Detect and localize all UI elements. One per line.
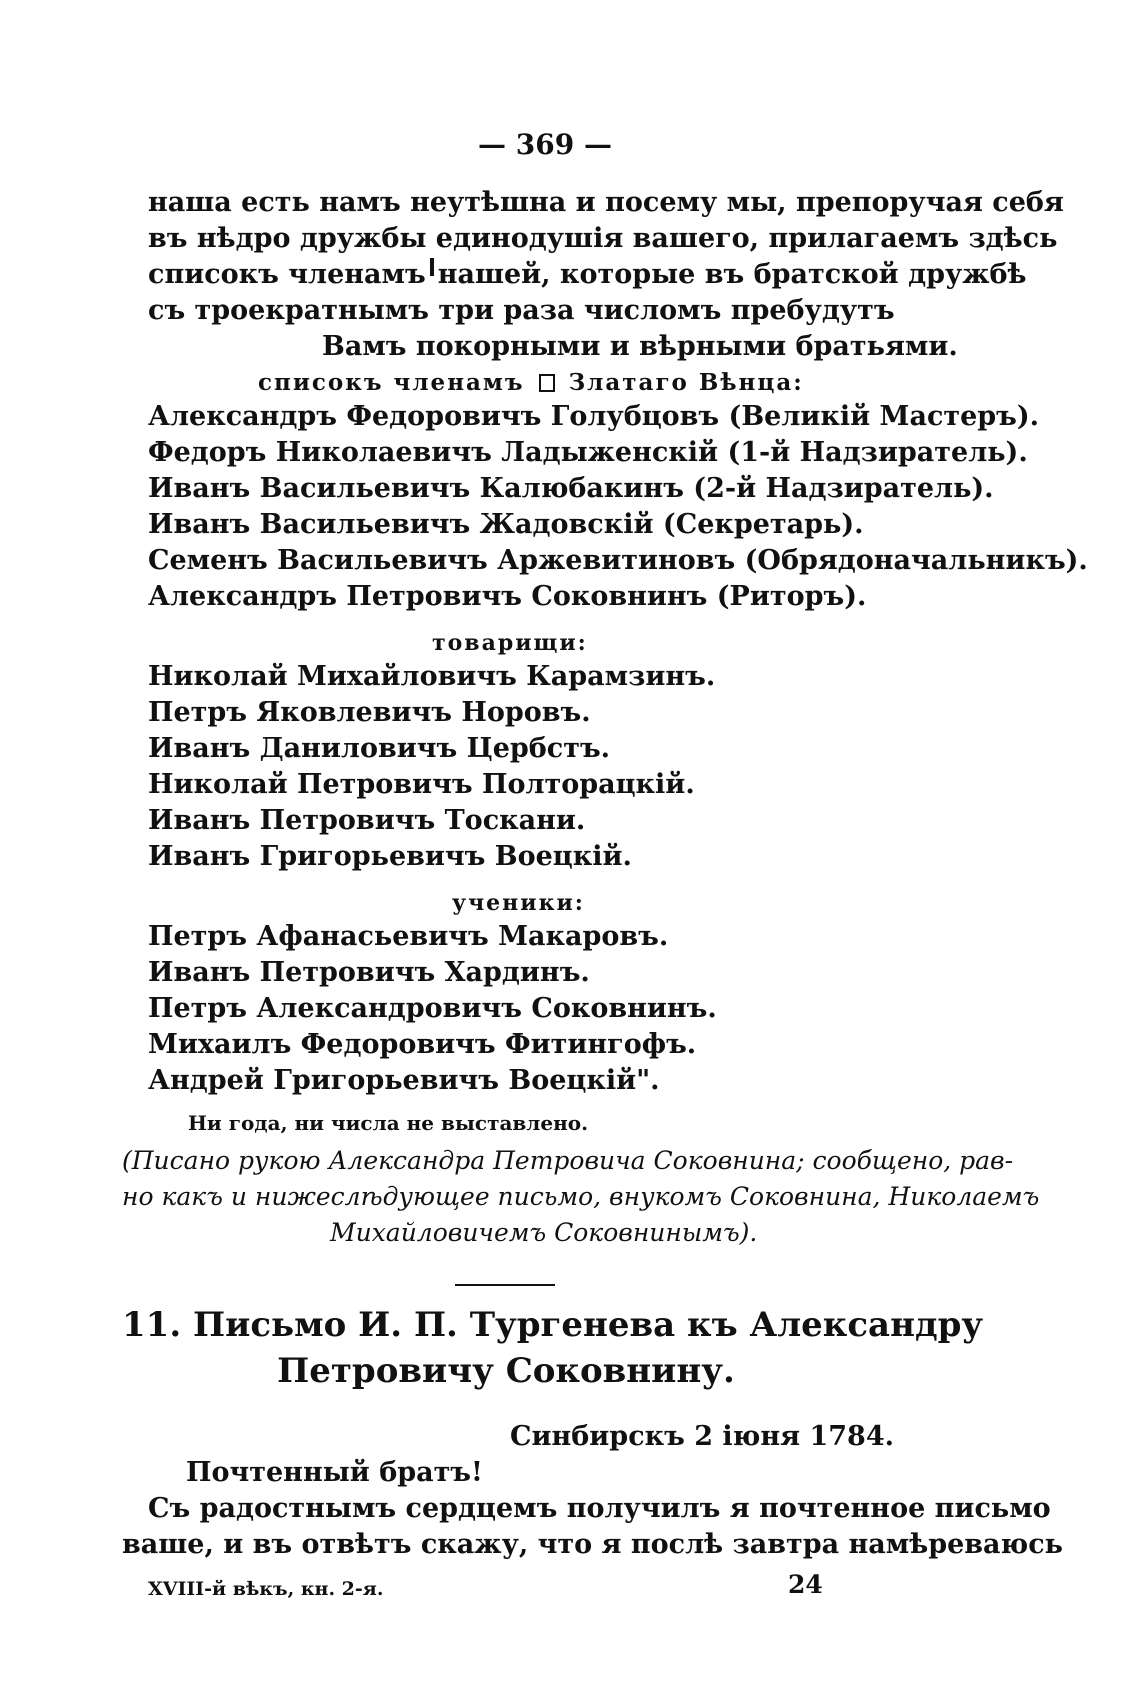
list-header-end: Златаго Вѣнца:	[568, 369, 804, 396]
student-entry: Петръ Александровичъ Соковнинъ.	[148, 993, 717, 1024]
section-title: 11. Письмо И. П. Тургенева къ Александру	[122, 1305, 984, 1345]
lodge-symbol-icon	[430, 258, 434, 276]
source-note-line: Михайловичемъ Соковнинымъ).	[330, 1218, 758, 1247]
letter-line-2: въ нѣдро дружбы единодушія вашего, прилагаемъ здѣсь	[148, 223, 1058, 254]
students-header: ученики:	[452, 890, 585, 916]
source-note-line: но какъ и нижеслѣдующее письмо, внукомъ Соковнина, Николаемъ	[122, 1182, 1040, 1211]
footer-signature: XVIII-й вѣкъ, кн. 2-я.	[148, 1578, 384, 1600]
officer-entry: Иванъ Васильевичъ Жадовскій (Секретарь).	[148, 509, 864, 540]
letter-line-3-start: списокъ членамъ	[148, 259, 426, 290]
lodge-symbol-icon	[539, 374, 555, 392]
comrade-entry: Николай Петровичъ Полторацкій.	[148, 769, 695, 800]
list-header	[258, 366, 804, 400]
letter-line-3	[148, 258, 1027, 292]
source-note-line: (Писано рукою Александра Петровича Соковнина; сообщено, рав-	[122, 1146, 1014, 1175]
letter-body-line: ваше, и въ отвѣтъ скажу, что я послѣ завтра намѣреваюсь	[122, 1529, 1063, 1560]
comrade-entry: Николай Михайловичъ Карамзинъ.	[148, 661, 716, 692]
section-divider	[455, 1284, 555, 1286]
officer-entry: Александръ Петровичъ Соковнинъ (Риторъ).	[148, 581, 867, 612]
section-title-continued: Петровичу Соковнину.	[277, 1351, 735, 1391]
officer-entry: Семенъ Васильевичъ Аржевитиновъ (Обрядоначальникъ).	[148, 545, 1088, 576]
letter-signoff: Вамъ покорными и вѣрными братьями.	[322, 331, 958, 362]
student-entry: Михаилъ Федоровичъ Фитингофъ.	[148, 1029, 697, 1060]
no-date-note: Ни года, ни числа не выставлено.	[188, 1111, 589, 1135]
officer-entry: Иванъ Васильевичъ Калюбакинъ (2-й Надзиратель).	[148, 473, 994, 504]
footer-sheet-number: 24	[788, 1570, 823, 1599]
place-date: Синбирскъ 2 іюня 1784.	[510, 1421, 895, 1452]
officer-entry: Александръ Федоровичъ Голубцовъ (Великій Мастеръ).	[148, 401, 1040, 432]
list-header-start: списокъ членамъ	[258, 369, 525, 396]
letter-line-3-end: нашей, которые въ братской дружбѣ	[437, 259, 1027, 290]
officer-entry: Федоръ Николаевичъ Ладыженскій (1-й Надзиратель).	[148, 437, 1028, 468]
student-entry: Иванъ Петровичъ Хардинъ.	[148, 957, 590, 988]
comrade-entry: Петръ Яковлевичъ Норовъ.	[148, 697, 591, 728]
page-number: — 369 —	[478, 128, 612, 161]
letter-body-line: Съ радостнымъ сердцемъ получилъ я почтенное письмо	[148, 1493, 1051, 1524]
student-entry: Андрей Григорьевичъ Воецкій".	[148, 1065, 660, 1096]
comrade-entry: Иванъ Петровичъ Тоскани.	[148, 805, 586, 836]
student-entry: Петръ Афанасьевичъ Макаровъ.	[148, 921, 669, 952]
salutation: Почтенный братъ!	[186, 1457, 483, 1488]
comrades-header: товарищи:	[432, 630, 588, 656]
letter-line-4: съ троекратнымъ три раза числомъ пребудутъ	[148, 295, 895, 326]
letter-line-1: наша есть намъ неутѣшна и посему мы, препоручая себя	[148, 187, 1064, 218]
comrade-entry: Иванъ Даниловичъ Цербстъ.	[148, 733, 611, 764]
comrade-entry: Иванъ Григорьевичъ Воецкій.	[148, 841, 632, 872]
